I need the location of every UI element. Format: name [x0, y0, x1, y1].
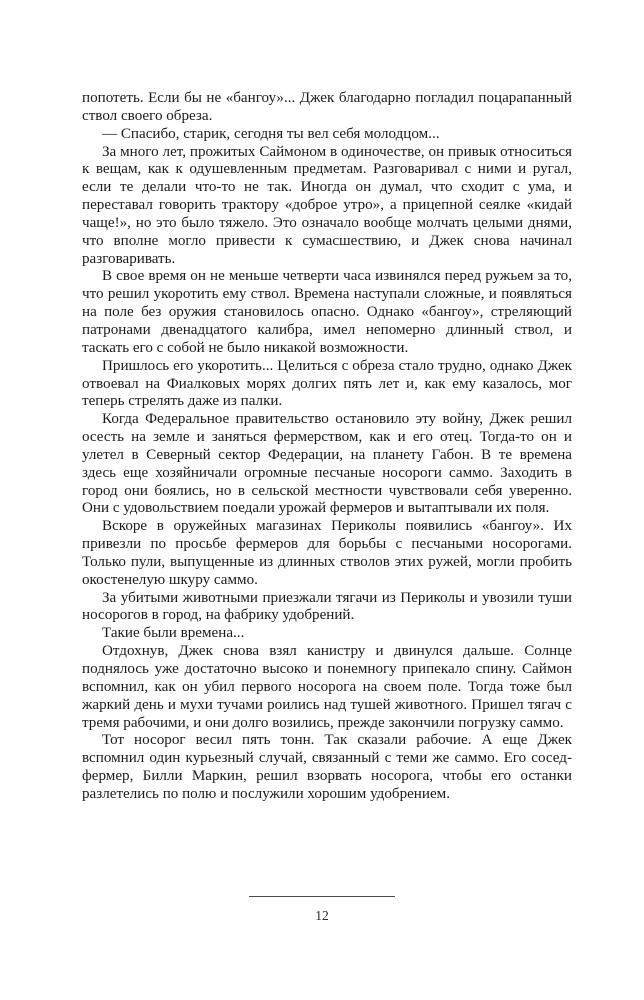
paragraph: Пришлось его укоротить... Целиться с обреза стало трудно, однако Джек отвоевал на Фиалковых морях долгих пять лет и, как ему казалось, мог теперь стрелять даже из палки.	[82, 357, 572, 410]
page-footer	[0, 896, 644, 924]
paragraph: Когда Федеральное правительство остановило эту войну, Джек решил осесть на земле и заняться фермерством, как и его отец. Тогда-то он и улетел в Северный сектор Федерации, на планету Габон. В те времена здесь еще хозяйничали огромные песчаные носороги саммо. Заходить в город они боялись, но в сельской местности чувствовали себя уверенно. Они с удовольствием поедали урожай фермеров и вытаптывали их поля.	[82, 411, 572, 517]
paragraph: За убитыми животными приезжали тягачи из Периколы и увозили туши носорогов в город, на фабрику удобрений.	[82, 589, 572, 624]
paragraph: Такие были времена...	[102, 625, 245, 642]
paragraph: Отдохнув, Джек снова взял канистру и двинулся дальше. Солнце поднялось уже достаточно высоко и понемногу припекало спину. Саймон вспомнил, как он убил первого носорога на своем поле. Тогда тоже был жаркий день и мухи тучами роились над тушей животного. Пришел тягач с тремя рабочими, и они долго возились, прежде закончили погрузку саммо.	[82, 643, 572, 731]
page-text-block	[82, 90, 572, 804]
paragraph: В свое время он не меньше четверти часа извинялся перед ружьем за то, что решил укоротить ему ствол. Времена наступали сложные, и появляться на поле без оружия становилось опасно. Однако «бангоу», стреляющий патронами двенадцатого калибра, имел непомерно длинный ствол, и таскать его с собой не было никакой возможности.	[82, 268, 572, 356]
paragraph: Вскоре в оружейных магазинах Периколы появились «бангоу». Их привезли по просьбе фермеров для борьбы с песчаными носорогами. Только пули, выпущенные из длинных стволов этих ружей, могли пробить окостенелую шкуру саммо.	[82, 518, 572, 588]
paragraph: Тот носорог весил пять тонн. Так сказали рабочие. А еще Джек вспомнил один курьезный случай, связанный с теми же саммо. Его сосед-фермер, Билли Маркин, решил взорвать носорога, чтобы его останки разлетелись по полю и послужили хорошим удобрением.	[82, 732, 572, 802]
paragraph-continuation: попотеть. Если бы не «бангоу»... Джек благодарно погладил поцарапанный ствол своего обреза.	[82, 90, 572, 124]
page-number: 12	[315, 908, 329, 923]
footer-divider	[249, 896, 395, 897]
paragraph-dialogue: — Спасибо, старик, сегодня ты вел себя молодцом...	[102, 125, 440, 142]
paragraph: За много лет, прожитых Саймоном в одиночестве, он привык относиться к вещам, как к одушевленным предметам. Разговаривал с ними и ругал, если те делали что-то не так. Иногда он думал, что сходит с ума, и переставал говорить трактору «доброе утро», а прицепной сеялке «кидай чаще!», но это было тяжело. Это означало вообще молчать целыми днями, что вполне могло привести к сумасшествию, и Джек снова начинал разговаривать.	[82, 143, 572, 267]
